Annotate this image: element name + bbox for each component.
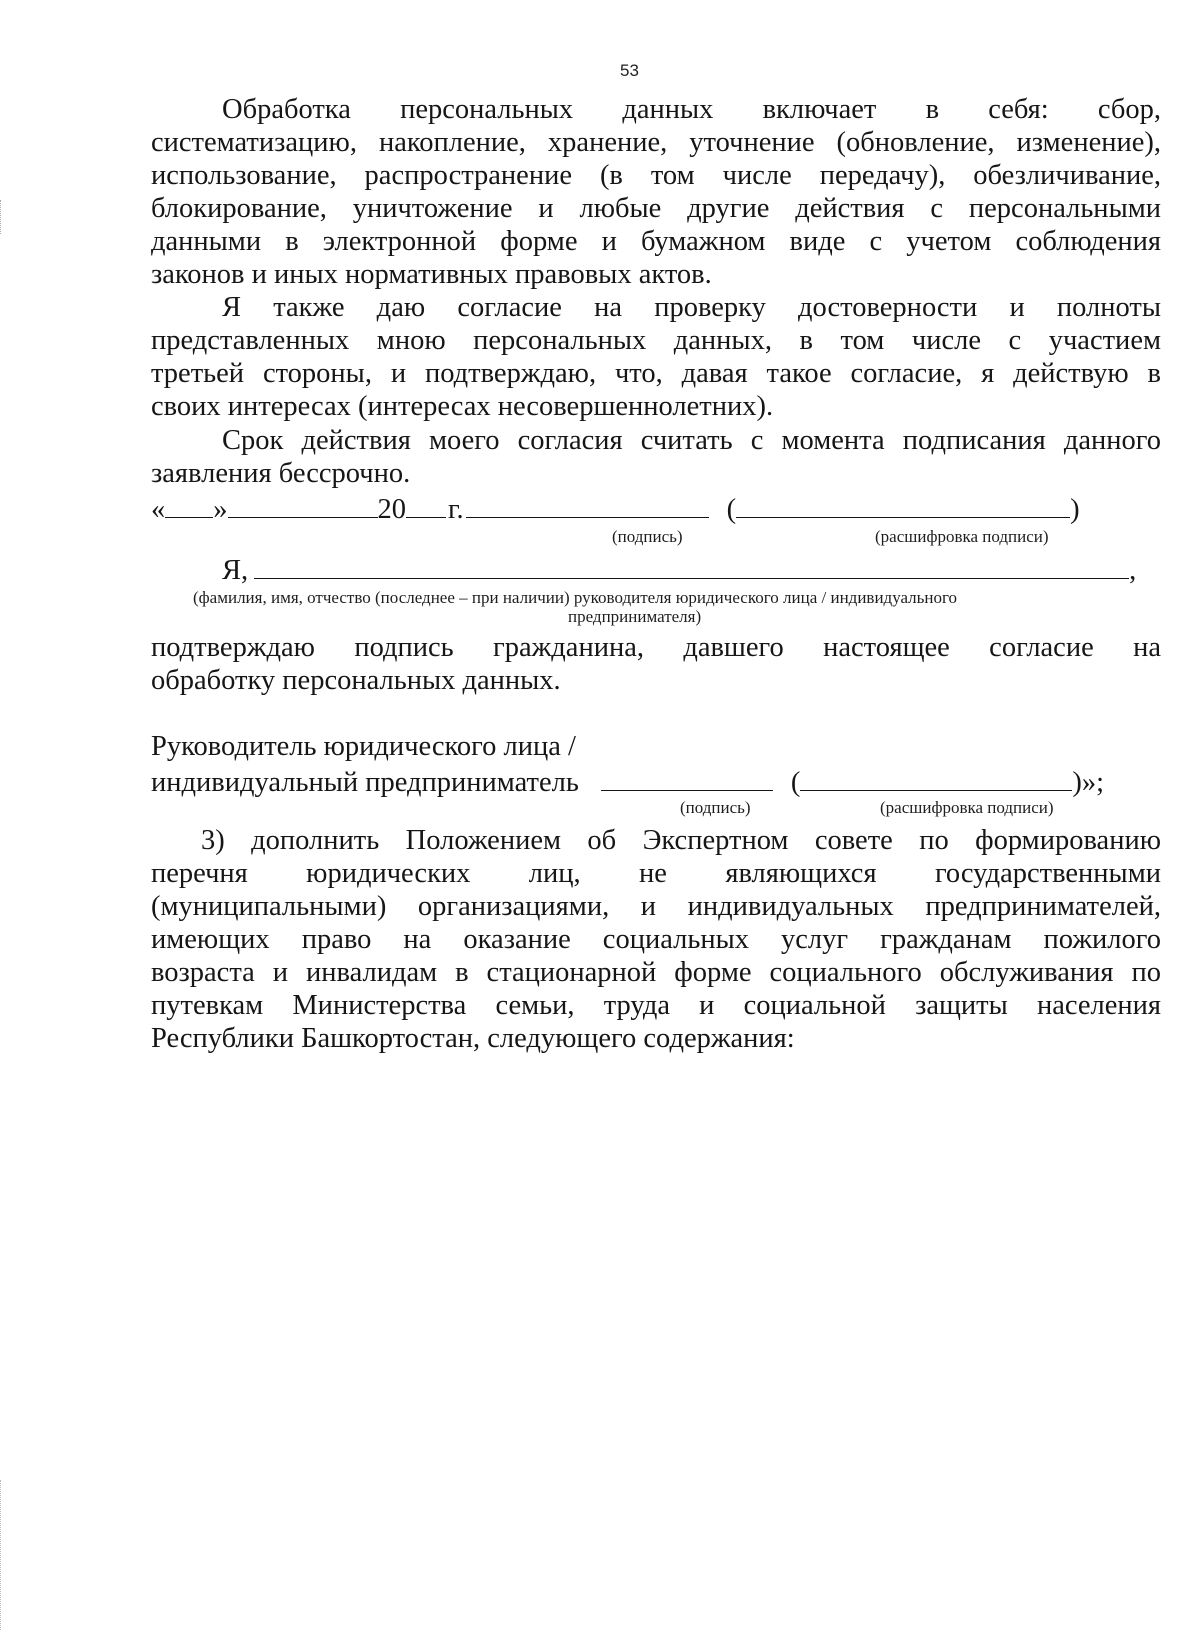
name-caption: предпринимателя): [568, 607, 702, 626]
paragraph-line: Республики Башкортостан, следующего содержания:: [151, 1023, 795, 1054]
head-signature-blank[interactable]: [601, 766, 773, 791]
paragraph-line: 3) дополнить Положением об Экспертном совете по формированию: [201, 827, 1161, 856]
i-line: [222, 554, 1136, 586]
head-sign-line: [151, 766, 1104, 798]
scan-margin-mark: [0, 1480, 4, 1630]
paragraph-line: Обработка персональных данных включает в себя: сбор,: [222, 96, 1161, 125]
signature-caption: (подпись): [612, 527, 683, 546]
paragraph-line: Срок действия моего согласия считать с момента подписания данного: [222, 427, 1161, 456]
head-decoding-blank[interactable]: [800, 766, 1072, 791]
signature-blank[interactable]: [466, 493, 709, 518]
paragraph-line: обработку персональных данных.: [151, 665, 561, 696]
paragraph-line: представленных мною персональных данных, в том числе с участием: [151, 327, 1161, 356]
scan-margin-mark: [0, 200, 4, 234]
paragraph-line: (муниципальными) организациями, и индивидуальных предпринимателей,: [151, 893, 1161, 922]
paragraph-line: блокирование, уничтожение и любые другие действия с персональными: [151, 195, 1161, 224]
paragraph-line: использование, распространение (в том числе передачу), обезличивание,: [151, 162, 1161, 191]
name-caption: (фамилия, имя, отчество (последнее – при наличии) руководителя юридического лица / индивидуального: [193, 588, 958, 607]
paragraph-line: подтверждаю подпись гражданина, давшего настоящее согласие на: [151, 634, 1161, 663]
paragraph-line: имеющих право на оказание социальных услуг гражданам пожилого: [151, 926, 1161, 955]
head-title-line: Руководитель юридического лица /: [151, 731, 576, 762]
head-decoding-caption: (расшифровка подписи): [880, 798, 1054, 817]
head-signature-caption: (подпись): [680, 798, 751, 817]
paragraph-line: возраста и инвалидам в стационарной форме социального обслуживания по: [151, 959, 1161, 988]
year-suffix: г.: [448, 494, 464, 525]
full-name-blank[interactable]: [254, 554, 1129, 579]
date-close-quote: »: [213, 494, 228, 525]
paragraph-line: перечня юридических лиц, не являющихся государственными: [151, 860, 1161, 889]
month-blank[interactable]: [228, 493, 378, 518]
date-open-quote: «: [151, 494, 166, 525]
paragraph-line: данными в электронной форме и бумажном виде с учетом соблюдения: [151, 228, 1161, 257]
i-prefix: Я,: [222, 555, 249, 586]
close-paren: ): [1070, 494, 1080, 525]
decoding-blank[interactable]: [736, 493, 1070, 518]
day-blank[interactable]: [165, 493, 213, 518]
paragraph-line: путевкам Министерства семьи, труда и социальной защиты населения: [151, 992, 1161, 1021]
open-paren: (: [726, 494, 737, 525]
i-suffix: ,: [1129, 555, 1137, 586]
paragraph-line: своих интересах (интересах несовершеннолетних).: [151, 391, 774, 422]
paragraph-line: систематизацию, накопление, хранение, уточнение (обновление, изменение),: [151, 129, 1161, 158]
paragraph-line: заявления бессрочно.: [151, 458, 411, 489]
paragraph-line: Я также даю согласие на проверку достоверности и полноты: [222, 294, 1161, 323]
paragraph-line: законов и иных нормативных правовых актов.: [151, 259, 712, 290]
date-signature-line: [151, 493, 1080, 525]
head-title-line: индивидуальный предприниматель: [151, 767, 579, 798]
decoding-caption: (расшифровка подписи): [875, 527, 1049, 546]
year-blank[interactable]: [406, 493, 446, 518]
head-open-paren: (: [790, 767, 801, 798]
page-number: 53: [620, 61, 639, 80]
paragraph-line: третьей стороны, и подтверждаю, что, давая такое согласие, я действую в: [151, 360, 1161, 389]
head-close-text: )»;: [1072, 767, 1105, 798]
year-prefix: 20: [377, 494, 406, 525]
